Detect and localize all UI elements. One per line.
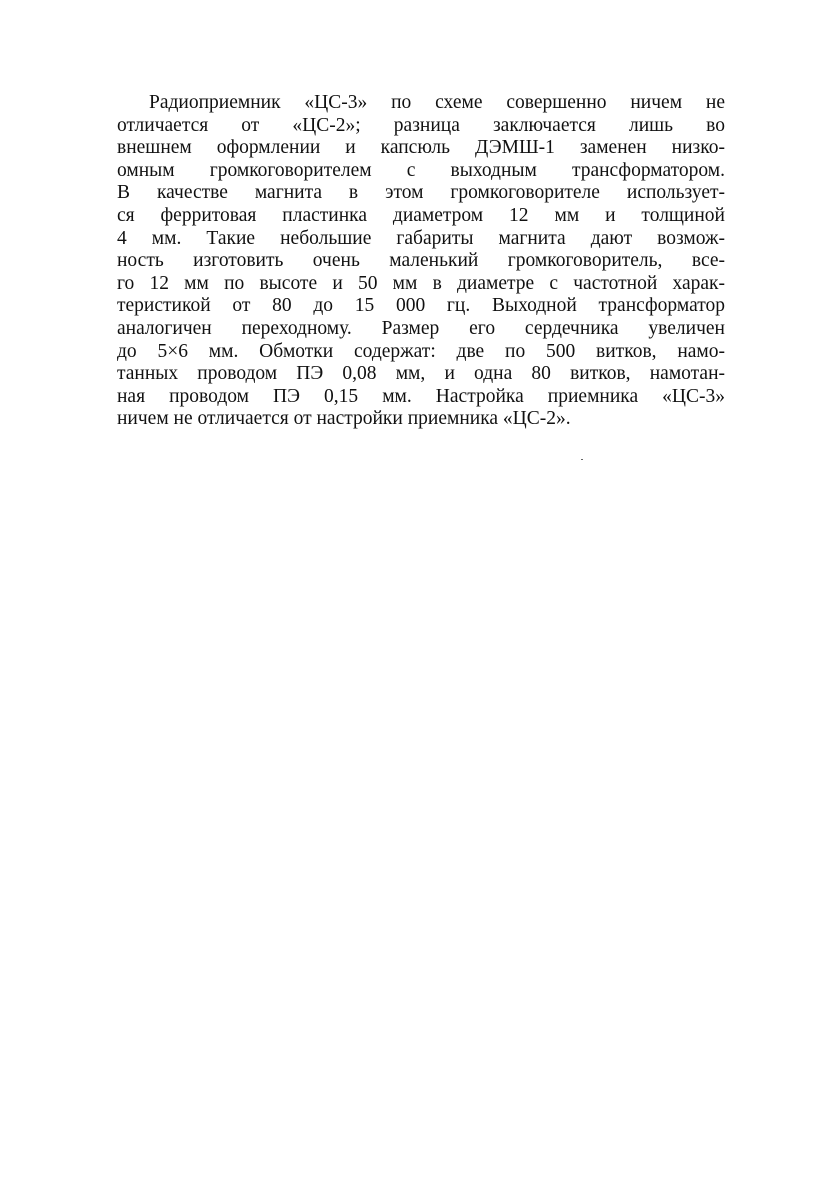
text-line: омным громкоговорителем с выходным трансформатором. — [117, 159, 725, 181]
scan-speck — [581, 459, 583, 460]
text-line: В качестве магнита в этом громкоговорителе использует- — [117, 182, 725, 204]
text-line: Радиоприемник «ЦС-3» по схеме совершенно ничем не — [149, 92, 725, 113]
text-line: ность изготовить очень маленький громкоговоритель, все- — [117, 250, 725, 272]
text-line: аналогичен переходному. Размер его сердечника увеличен — [117, 317, 725, 339]
text-line: го 12 мм по высоте и 50 мм в диаметре с частотной харак- — [117, 272, 725, 294]
text-line: танных проводом ПЭ 0,08 мм, и одна 80 витков, намотан- — [117, 363, 725, 385]
text-line: до 5×6 мм. Обмотки содержат: две по 500 витков, намо- — [117, 340, 725, 362]
text-line: теристикой от 80 до 15 000 гц. Выходной трансформатор — [117, 295, 725, 317]
body-paragraph — [117, 92, 725, 431]
text-line: ся ферритовая пластинка диаметром 12 мм и толщиной — [117, 204, 725, 226]
text-line: внешнем оформлении и капсюль ДЭМШ-1 заменен низко- — [117, 137, 725, 159]
text-line: отличается от «ЦС-2»; разница заключается лишь во — [117, 114, 725, 136]
text-line: 4 мм. Такие небольшие габариты магнита дают возмож- — [117, 227, 725, 249]
text-line: ничем не отличается от настройки приемника «ЦС-2». — [117, 408, 571, 430]
text-line: ная проводом ПЭ 0,15 мм. Настройка приемника «ЦС-3» — [117, 385, 725, 407]
